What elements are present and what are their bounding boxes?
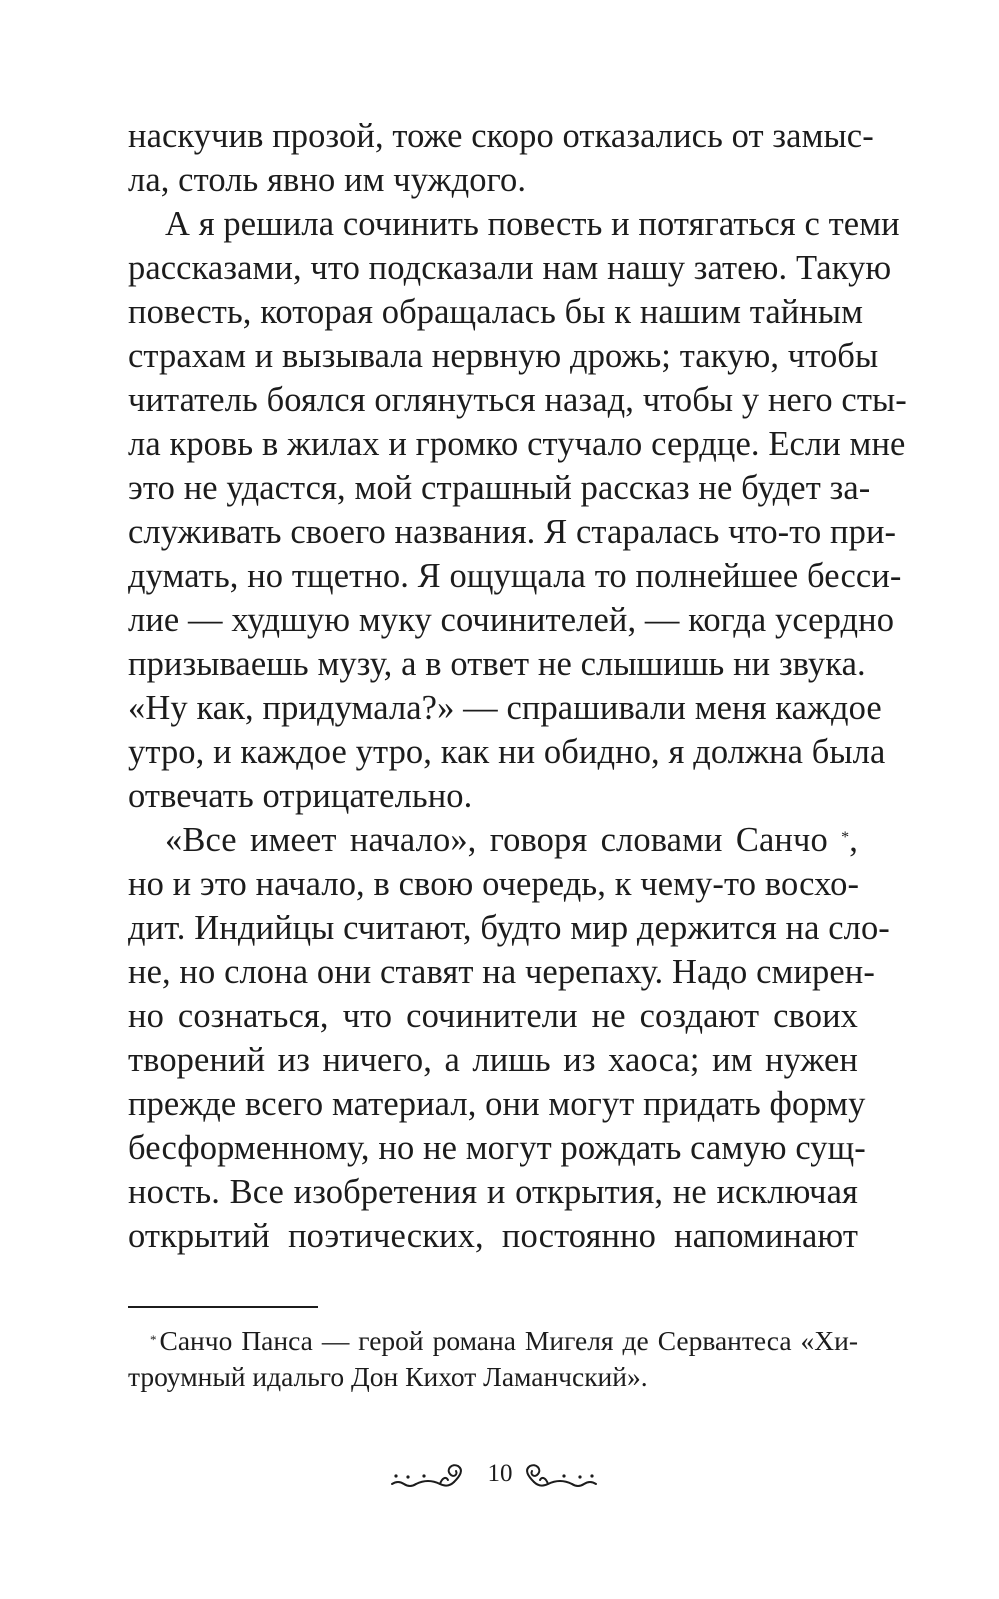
paragraph-first-line: А я решила сочинить повесть и потягаться с теми: [165, 205, 900, 243]
folio: [0, 1452, 999, 1504]
body-line: утро, и каждое утро, как ни обидно, я должна была: [128, 733, 886, 771]
footnote-marker: *: [150, 1332, 157, 1347]
body-line: «Ну как, придумала?» — спрашивали меня каждое: [128, 689, 882, 727]
footnote-reference-marker[interactable]: *: [841, 829, 850, 846]
body-line: прежде всего материал, они могут придать форму: [128, 1085, 866, 1123]
scroll-ornament-right-icon: [518, 1460, 600, 1494]
body-line: открытий поэтических, постоянно напоминают: [128, 1217, 858, 1255]
body-line: ла, столь явно им чуждого.: [128, 161, 527, 199]
body-line: лие — худшую муку сочинителей, — когда усердно: [128, 601, 895, 639]
body-line: это не удастся, мой страшный рассказ не будет за-: [128, 469, 871, 507]
footnote-text: Санчо Панса — герой романа Мигеля де Сервантеса «Хи-: [159, 1325, 858, 1356]
footnote-line: троумный идальго Дон Кихот Ламанчский».: [128, 1361, 648, 1392]
body-line: отвечать отрицательно.: [128, 777, 473, 815]
paragraph-first-line: [165, 818, 858, 862]
body-line: думать, но тщетно. Я ощущала то полнейшее бесси-: [128, 557, 902, 595]
body-line: призываешь музу, а в ответ не слышишь ни звука.: [128, 645, 866, 683]
body-line: ла кровь в жилах и громко стучало сердце. Если мне: [128, 425, 906, 463]
body-line: наскучив прозой, тоже скоро отказались от замыс-: [128, 117, 874, 155]
body-line: рассказами, что подсказали нам нашу затею. Такую: [128, 249, 892, 287]
body-line-text: «Все имеет начало», говоря словами Санчо: [165, 821, 828, 859]
body-line: ность. Все изобретения и открытия, не исключая: [128, 1173, 858, 1211]
body-line: читатель боялся оглянуться назад, чтобы у него сты-: [128, 381, 907, 419]
body-line: страхам и вызывала нервную дрожь; такую, чтобы: [128, 337, 879, 375]
body-line: не, но слона они ставят на черепаху. Надо смирен-: [128, 953, 875, 991]
body-line: дит. Индийцы считают, будто мир держится на сло-: [128, 909, 890, 947]
body-line: повесть, которая обращалась бы к нашим тайным: [128, 293, 864, 331]
body-line: но и это начало, в свою очередь, к чему-то восхо-: [128, 865, 860, 903]
body-line: бесформенному, но не могут рождать самую сущ-: [128, 1129, 866, 1167]
body-line: служивать своего названия. Я старалась что-то при-: [128, 513, 897, 551]
footnote-separator-rule: [128, 1306, 318, 1308]
body-line: но сознаться, что сочинители не создают своих: [128, 997, 858, 1035]
footnote-line: [150, 1323, 858, 1359]
body-line-punctuation: ,: [849, 821, 858, 859]
scroll-ornament-left-icon: [388, 1460, 470, 1494]
body-line: творений из ничего, а лишь из хаоса; им нужен: [128, 1041, 858, 1079]
page-number: 10: [487, 1460, 513, 1487]
